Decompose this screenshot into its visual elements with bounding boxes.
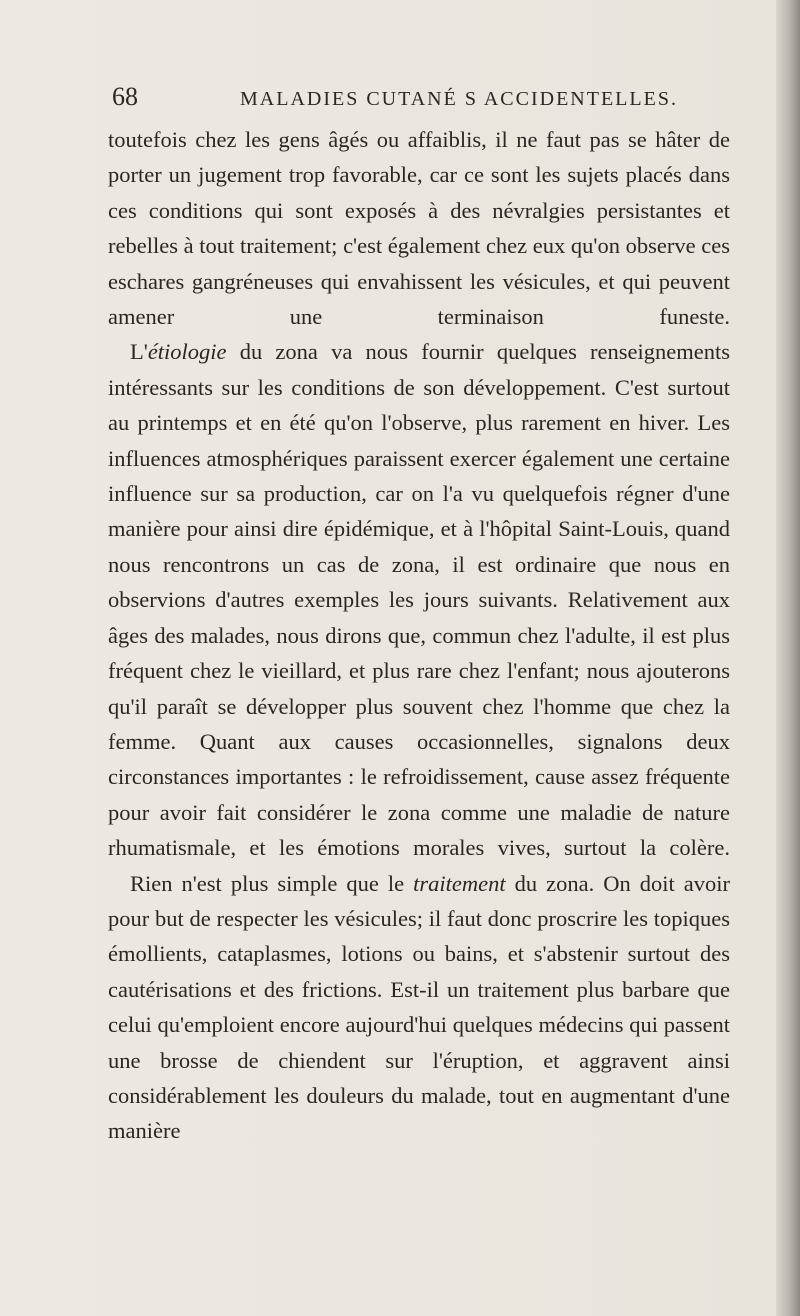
etiology-term: étiologie bbox=[147, 339, 227, 365]
etiology-prefix: L' bbox=[130, 339, 148, 365]
running-head bbox=[112, 82, 752, 122]
page-number: 68 bbox=[112, 82, 138, 111]
treatment-lead: Rien n'est plus simple que le bbox=[130, 870, 414, 896]
treatment-term: traitement bbox=[413, 870, 506, 896]
paragraph-treatment bbox=[108, 866, 730, 1149]
paragraph-etiology bbox=[108, 334, 730, 865]
treatment-body: du zona. On doit avoir pour but de respecter les vésicules; il faut donc proscrire les topiques émollients, cataplasmes, lotions ou bains, et s'abstenir surtout des cautérisations et des frictions. Est-il un traitement plus barbare que celui qu'emploient encore aujourd'hui quelques médecins qui passent une brosse de chiendent sur l'éruption, et aggravent ainsi considérablement les douleurs du malade, tout en augmentant d'une manière bbox=[108, 870, 730, 1144]
etiology-body: du zona va nous fournir quelques renseignements intéressants sur les conditions de son développement. C'est surtout au printemps et en été qu'on l'observe, plus rarement en hiver. Les influences atmosphériques paraissent exercer également une certaine influence sur sa production, car on l'a vu quelquefois régner d'une manière pour ainsi dire épidémique, et à l'hôpital Saint-Louis, quand nous rencontrons un cas de zona, il est ordinaire que nous en observions d'autres exemples les jours suivants. Relativement aux âges des malades, nous dirons que, commun chez l'adulte, il est plus fréquent chez le vieillard, et plus rare chez l'enfant; nous ajouterons qu'il paraît se développer plus souvent chez l'homme que chez la femme. Quant aux causes occasionnelles, signalons deux circonstances importantes : le refroidissement, cause assez fréquente pour avoir fait considérer le zona comme une maladie de nature rhumatismale, et les émotions morales vives, surtout la colère. bbox=[108, 339, 730, 861]
running-title: MALADIES CUTANÉ S ACCIDENTELLES. bbox=[240, 88, 678, 110]
page-binding-edge bbox=[776, 0, 800, 1316]
body-text bbox=[108, 122, 730, 1149]
paragraph-continuation: toutefois chez les gens âgés ou affaiblis, il ne faut pas se hâter de porter un jugement trop favorable, car ce sont les sujets placés dans ces conditions qui sont exposés à des névralgies persistantes et rebelles à tout traitement; c'est également chez eux qu'on observe ces eschares gangréneuses qui envahissent les vésicules, et qui peuvent amener une terminaison funeste. bbox=[108, 127, 730, 330]
